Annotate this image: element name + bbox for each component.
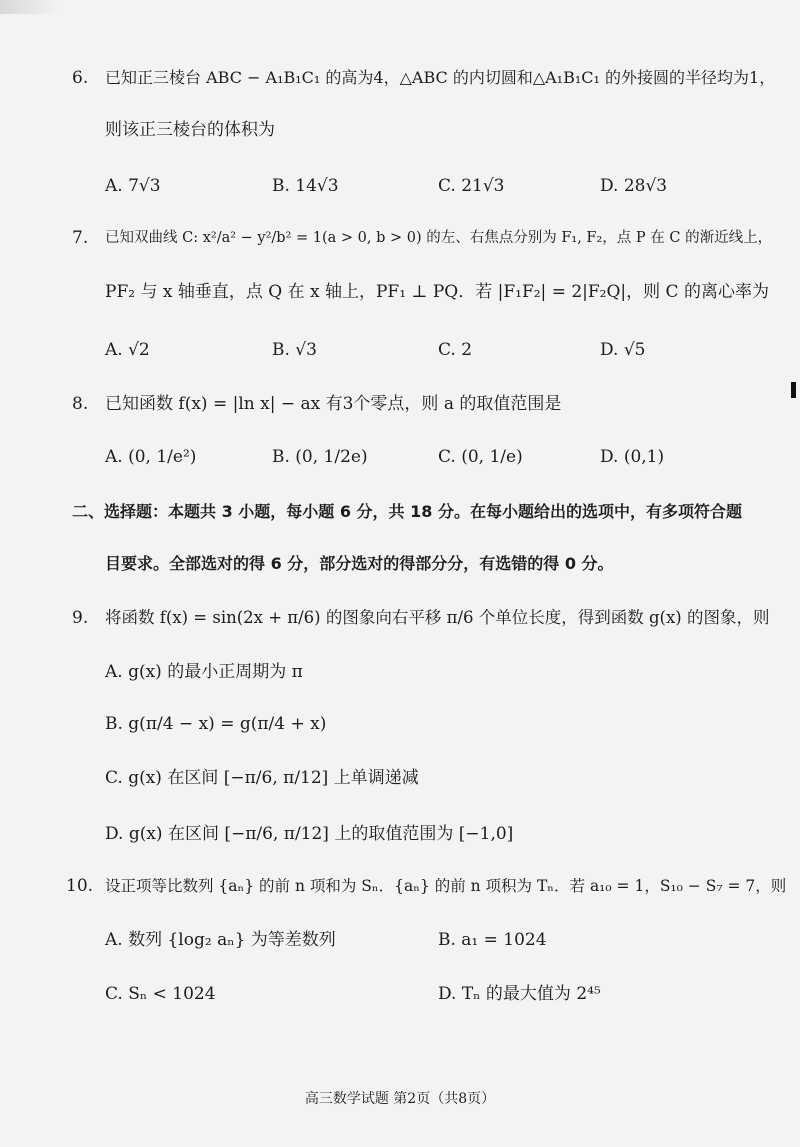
q9-option-b: B. g(π/4 − x) = g(π/4 + x) <box>105 714 327 734</box>
q8-stem: 已知函数 f(x) = |ln x| − ax 有3个零点，则 a 的取值范围是 <box>105 394 562 414</box>
q7-stem-line1: 已知双曲线 C: x²/a² − y²/b² = 1(a > 0, b > 0) 的左、右焦点分别为 F₁, F₂，点 P 在 C 的渐近线上， <box>105 230 773 246</box>
q9-option-d: D. g(x) 在区间 [−π/6, π/12] 上的取值范围为 [−1,0] <box>105 824 514 844</box>
q7-option-c: C. 2 <box>438 340 473 360</box>
q10-number: 10. <box>66 876 94 896</box>
q6-option-b: B. 14√3 <box>272 176 339 196</box>
q6-stem-line2: 则该正三棱台的体积为 <box>105 120 275 140</box>
scan-mark <box>791 382 796 398</box>
section2-heading-line2: 目要求。全部选对的得 6 分，部分选对的得部分分，有选错的得 0 分。 <box>105 554 614 573</box>
q10-option-c: C. Sₙ < 1024 <box>105 984 216 1004</box>
q6-option-a: A. 7√3 <box>105 176 161 196</box>
q9-option-a: A. g(x) 的最小正周期为 π <box>105 662 303 682</box>
q10-option-a: A. 数列 {log₂ aₙ} 为等差数列 <box>105 930 336 950</box>
q10-option-b: B. a₁ = 1024 <box>438 930 547 950</box>
scan-corner-shadow <box>0 0 60 14</box>
q7-stem-line2: PF₂ 与 x 轴垂直，点 Q 在 x 轴上，PF₁ ⊥ PQ．若 |F₁F₂| = 2|F₂Q|，则 C 的离心率为 <box>105 282 769 302</box>
q8-option-a: A. (0, 1/e²) <box>105 447 197 467</box>
q7-option-b: B. √3 <box>272 340 317 360</box>
section2-heading-line1: 二、选择题：本题共 3 小题，每小题 6 分，共 18 分。在每小题给出的选项中，有多项符合题 <box>72 502 742 521</box>
q7-option-d: D. √5 <box>600 340 646 360</box>
q9-option-c: C. g(x) 在区间 [−π/6, π/12] 上单调递减 <box>105 768 419 788</box>
q6-stem-line1: 已知正三棱台 ABC − A₁B₁C₁ 的高为4，△ABC 的内切圆和△A₁B₁C₁ 的外接圆的半径均为1， <box>105 68 776 87</box>
q6-option-d: D. 28√3 <box>600 176 668 196</box>
q9-stem: 将函数 f(x) = sin(2x + π/6) 的图象向右平移 π/6 个单位长度，得到函数 g(x) 的图象，则 <box>105 608 770 627</box>
q6-option-c: C. 21√3 <box>438 176 505 196</box>
q7-option-a: A. √2 <box>105 340 150 360</box>
q6-number: 6. <box>72 68 89 88</box>
q8-number: 8. <box>72 394 89 414</box>
q8-option-d: D. (0,1) <box>600 447 665 467</box>
q9-number: 9. <box>72 608 89 628</box>
page-footer: 高三数学试题 第2页（共8页） <box>304 1091 496 1107</box>
q10-stem: 设正项等比数列 {aₙ} 的前 n 项和为 Sₙ．{aₙ} 的前 n 项积为 Tₙ．若 a₁₀ = 1，S₁₀ − S₇ = 7，则 <box>105 877 787 895</box>
q10-option-d: D. Tₙ 的最大值为 2⁴⁵ <box>438 984 601 1004</box>
q7-number: 7. <box>72 228 89 248</box>
q8-option-b: B. (0, 1/2e) <box>272 447 368 467</box>
q8-option-c: C. (0, 1/e) <box>438 447 523 467</box>
